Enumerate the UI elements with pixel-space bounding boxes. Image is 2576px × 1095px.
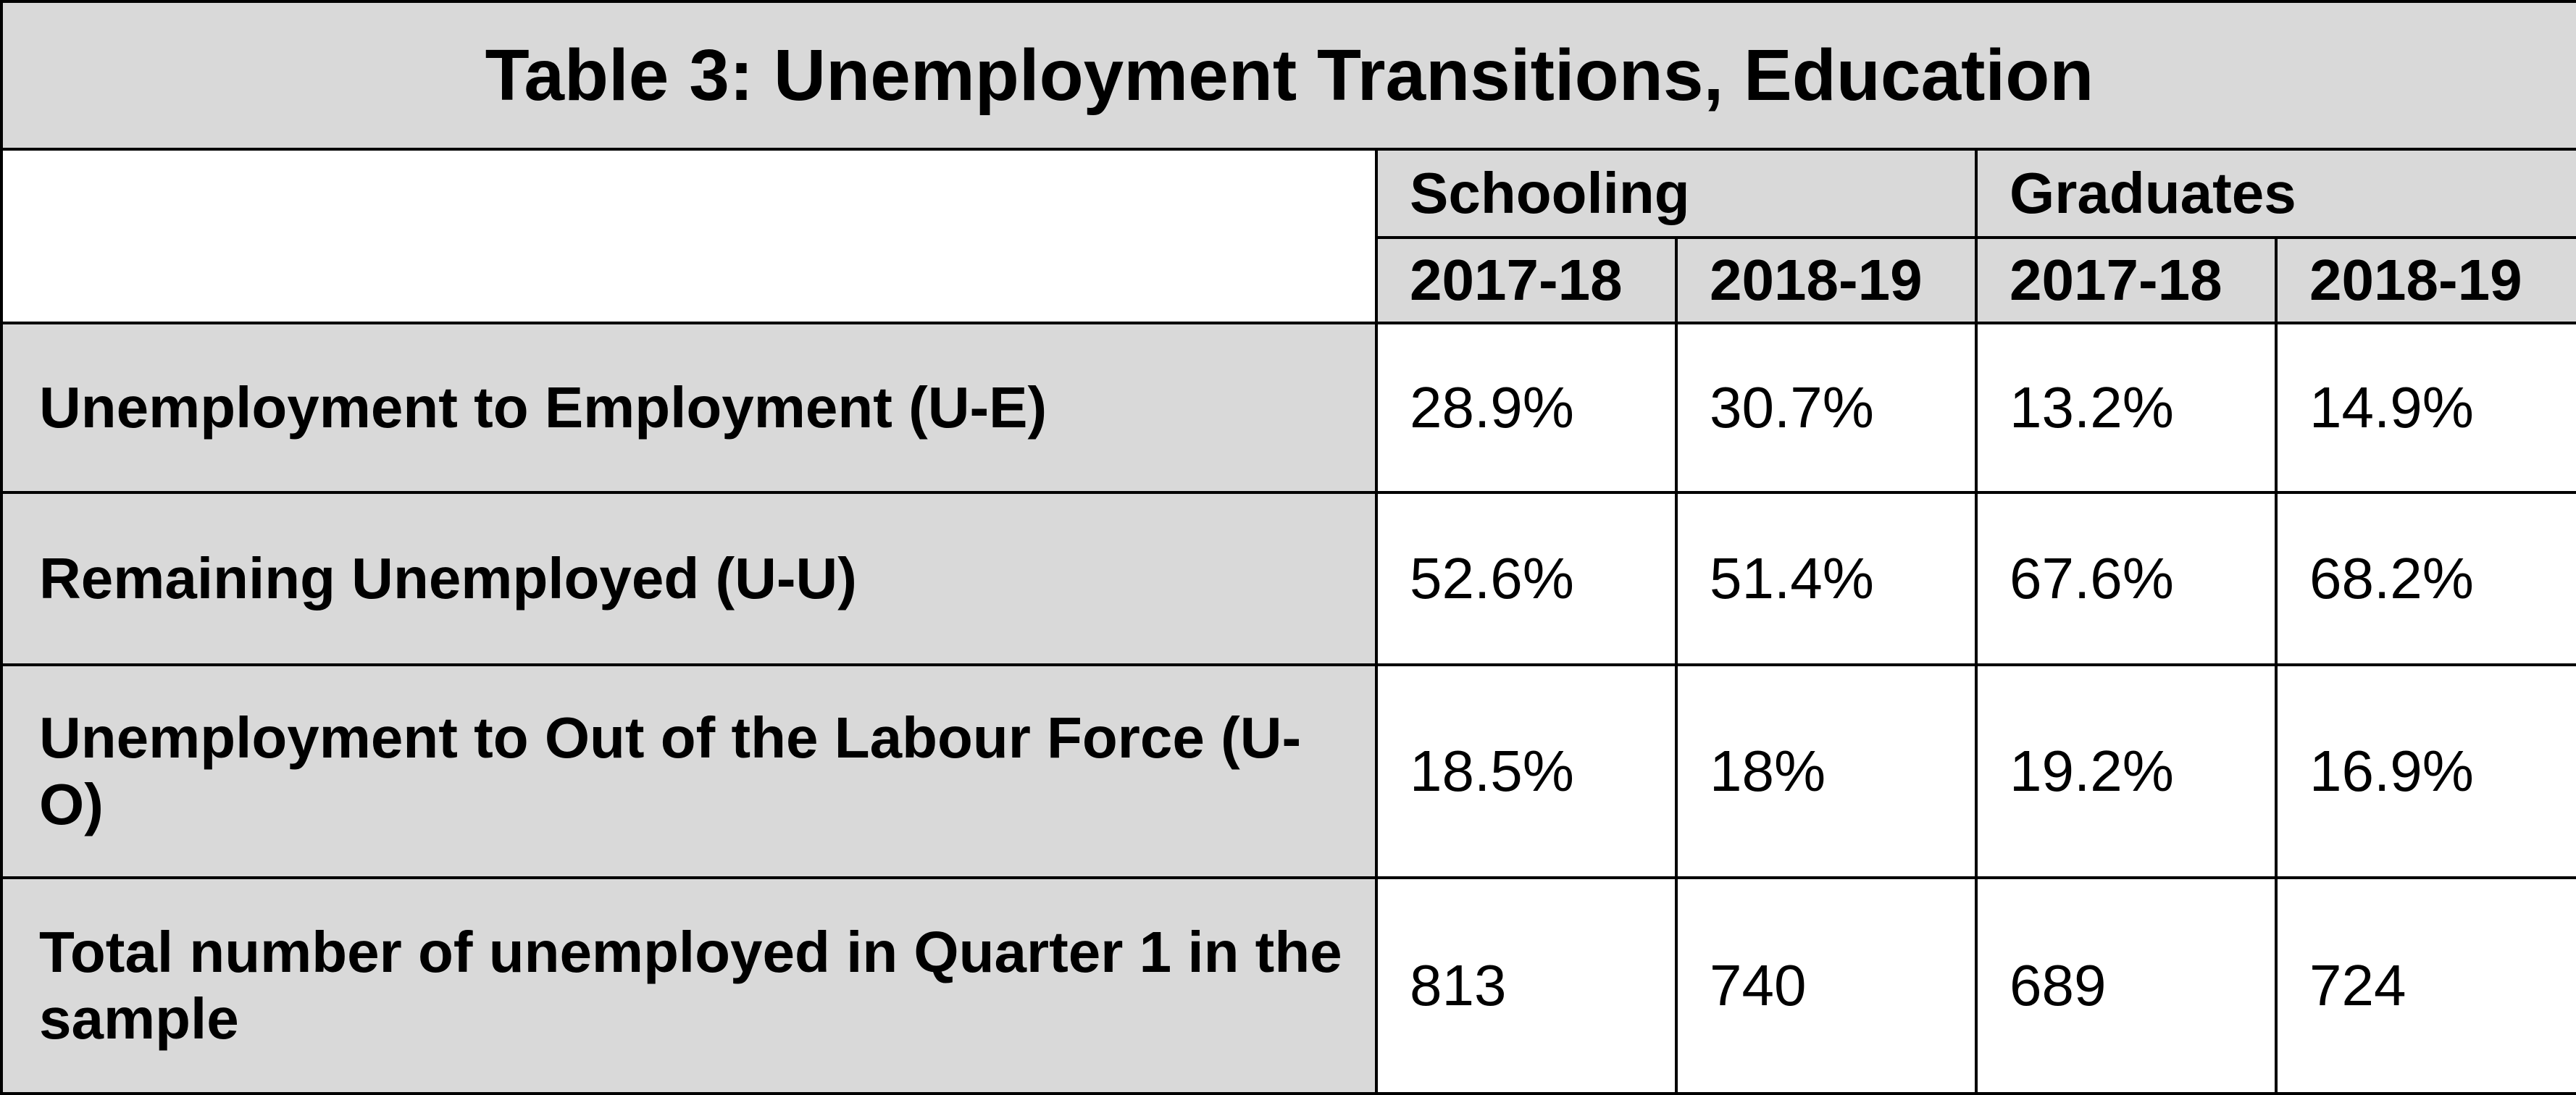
table-cell: 740 (1676, 878, 1976, 1094)
table-cell: 19.2% (1976, 665, 2276, 878)
table-cell: 51.4% (1676, 492, 1976, 665)
year-header-graduates-2017-18: 2017-18 (1976, 238, 2276, 323)
table-row (1, 323, 2576, 492)
table-cell: 30.7% (1676, 323, 1976, 492)
row-label-total-unemployed: Total number of unemployed in Quarter 1 in the sample (1, 878, 1376, 1094)
year-header-schooling-2018-19: 2018-19 (1676, 238, 1976, 323)
table-cell: 67.6% (1976, 492, 2276, 665)
table-cell: 13.2% (1976, 323, 2276, 492)
table-cell: 28.9% (1376, 323, 1676, 492)
table-cell: 52.6% (1376, 492, 1676, 665)
row-label-u-e: Unemployment to Employment (U-E) (1, 323, 1376, 492)
table-cell: 16.9% (2276, 665, 2576, 878)
year-header-schooling-2017-18: 2017-18 (1376, 238, 1676, 323)
table-row (1, 492, 2576, 665)
table-row (1, 665, 2576, 878)
table-cell: 813 (1376, 878, 1676, 1094)
table-cell: 689 (1976, 878, 2276, 1094)
table-cell: 18.5% (1376, 665, 1676, 878)
table-cell: 68.2% (2276, 492, 2576, 665)
year-header-graduates-2018-19: 2018-19 (2276, 238, 2576, 323)
header-blank-cell (1, 149, 1376, 323)
row-label-u-u: Remaining Unemployed (U-U) (1, 492, 1376, 665)
table-cell: 724 (2276, 878, 2576, 1094)
table-row (1, 878, 2576, 1094)
table-cell: 18% (1676, 665, 1976, 878)
table-cell: 14.9% (2276, 323, 2576, 492)
group-header-graduates: Graduates (1976, 149, 2576, 238)
group-header-schooling: Schooling (1376, 149, 1976, 238)
row-label-u-o: Unemployment to Out of the Labour Force (U-O) (1, 665, 1376, 878)
table-title: Table 3: Unemployment Transitions, Education (1, 1, 2576, 149)
